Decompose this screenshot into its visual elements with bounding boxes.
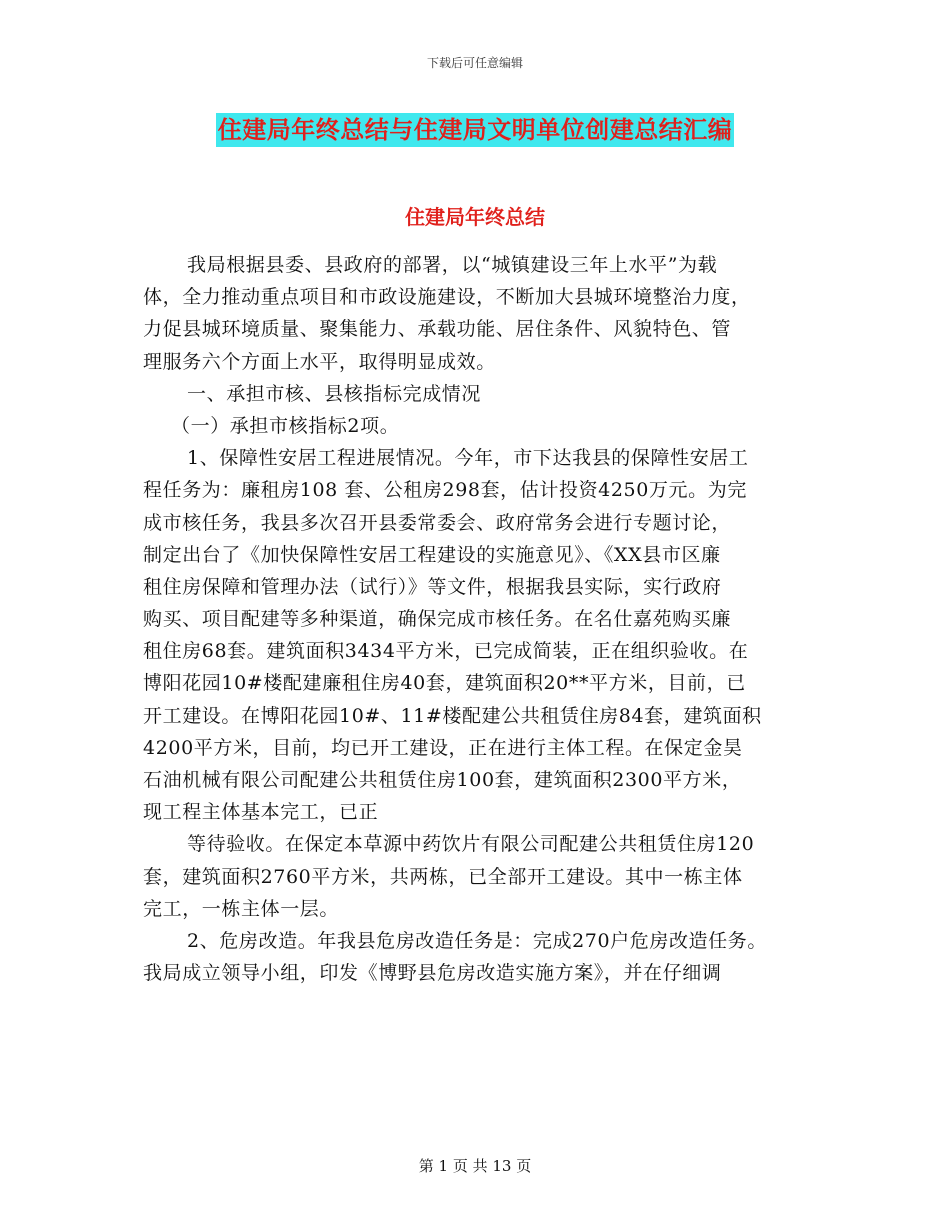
paragraph-line: 租住房保障和管理办法（试行）》等文件，根据我县实际，实行政府 xyxy=(143,575,722,598)
paragraph-line: 现工程主体基本完工，已正 xyxy=(143,801,379,824)
paragraph-line: 4200平方米，目前，均已开工建设，正在进行主体工程。在保定金昊 xyxy=(143,736,743,759)
paragraph-line: 1、保障性安居工程进展情况。今年，市下达我县的保障性安居工 xyxy=(187,447,749,470)
paragraph-line: 力促县城环境质量、聚集能力、承载功能、居住条件、风貌特色、管 xyxy=(143,318,732,341)
paragraph-line: 开工建设。在博阳花园10#、11#楼配建公共租赁住房84套，建筑面积 xyxy=(143,704,762,727)
paragraph-line: 我局根据县委、县政府的部署，以“城镇建设三年上水平”为载 xyxy=(187,254,718,276)
paragraph-line: 等待验收。在保定本草源中药饮片有限公司配建公共租赁住房120 xyxy=(187,833,755,856)
paragraph-line: 套，建筑面积2760平方米，共两栋，已全部开工建设。其中一栋主体 xyxy=(143,865,743,888)
subheading-line: （一）承担市核指标2项。 xyxy=(171,414,400,437)
paragraph-line: 购买、项目配建等多种渠道，确保完成市核任务。在名仕嘉苑购买廉 xyxy=(143,608,732,631)
paragraph-line: 2、危房改造。年我县危房改造任务是：完成270户危房改造任务。 xyxy=(187,929,767,952)
paragraph-line: 体，全力推动重点项目和市政设施建设，不断加大县城环境整治力度， xyxy=(143,286,751,309)
page-number-footer: 第 1 页 共 13 页 xyxy=(418,1157,532,1175)
main-title: 住建局年终总结与住建局文明单位创建总结汇编 xyxy=(216,113,735,147)
section-title: 住建局年终总结 xyxy=(405,205,545,229)
paragraph-line: 制定出台了《加快保障性安居工程建设的实施意见》、《XX县市区廉 xyxy=(143,543,721,566)
main-title-container xyxy=(0,113,950,147)
paragraph-line: 石油机械有限公司配建公共租赁住房100套，建筑面积2300平方米， xyxy=(143,769,742,791)
paragraph-line: 成市核任务，我县多次召开县委常委会、政府常务会进行专题讨论， xyxy=(143,511,732,534)
paragraph-line: 我局成立领导小组，印发《博野县危房改造实施方案》，并在仔细调 xyxy=(143,962,722,985)
document-body xyxy=(143,249,823,989)
paragraph-line: 理服务六个方面上水平，取得明显成效。 xyxy=(143,350,496,373)
paragraph-line: 租住房68套。建筑面积3434平方米，已完成简装，正在组织验收。在 xyxy=(143,640,749,663)
paragraph-line: 程任务为：廉租房108 套、公租房298套，估计投资4250万元。为完 xyxy=(143,479,747,502)
page-header-note: 下载后可任意编辑 xyxy=(426,56,523,70)
paragraph-line: 博阳花园10#楼配建廉租住房40套，建筑面积20**平方米，目前，已 xyxy=(143,672,746,695)
paragraph-line: 完工，一栋主体一层。 xyxy=(143,897,340,920)
heading-line: 一、承担市核、县核指标完成情况 xyxy=(187,382,482,405)
